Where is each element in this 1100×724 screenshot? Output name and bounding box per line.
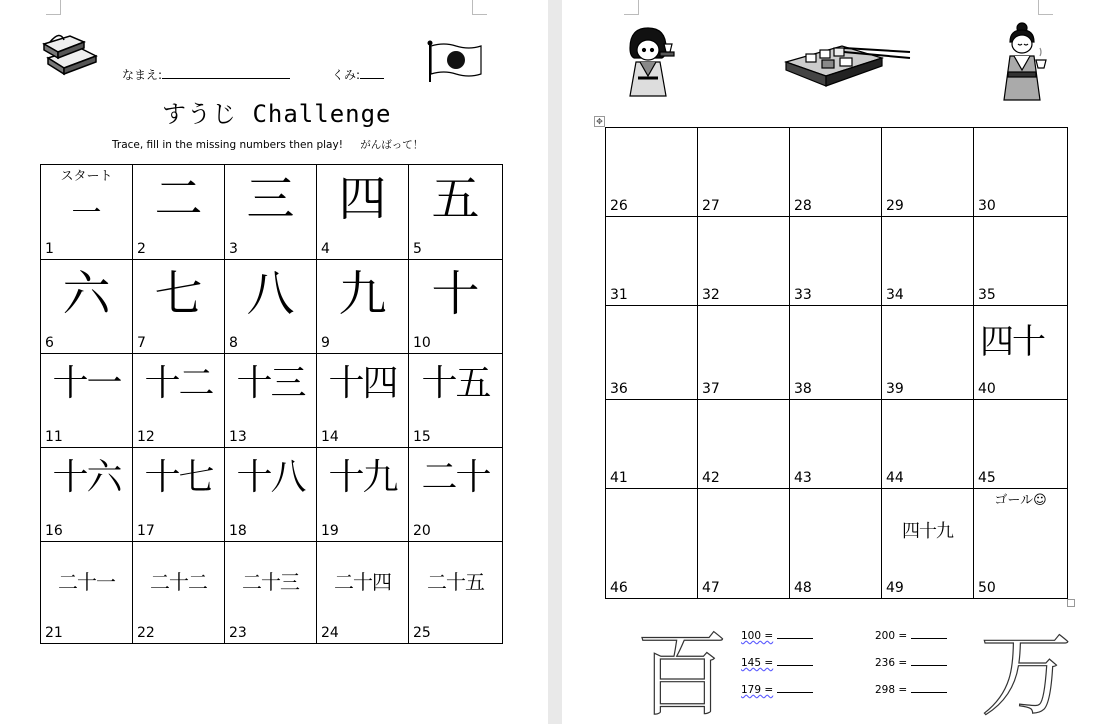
girl-kimono-tray-image [622, 26, 676, 100]
grid-cell-40[interactable] [974, 306, 1068, 400]
kanji-numeral: 二 [154, 171, 203, 227]
class-field [332, 66, 384, 83]
grid-cell-21[interactable] [41, 542, 133, 644]
grid-cell-42[interactable] [698, 400, 790, 489]
grid-cell-50[interactable] [974, 489, 1068, 599]
equation-row [875, 628, 947, 642]
cell-number: 22 [137, 625, 155, 641]
kanji-numeral: 十八 [236, 457, 305, 498]
grid-cell-45[interactable] [974, 400, 1068, 489]
japan-flag-image [424, 40, 484, 82]
cell-number: 24 [321, 625, 339, 641]
cell-number: 19 [321, 523, 339, 539]
cell-number: 16 [45, 523, 63, 539]
grid-cell-26[interactable] [606, 128, 698, 217]
kanji-hundred-outline: 百 [636, 622, 729, 724]
grid-row [41, 354, 503, 448]
grid-row [41, 448, 503, 542]
grid-cell-25[interactable] [409, 542, 503, 644]
woman-kimono-tea-image [998, 22, 1050, 102]
cell-number: 1 [45, 241, 54, 257]
grid-cell-11[interactable] [41, 354, 133, 448]
grid-cell-46[interactable] [606, 489, 698, 599]
grid-cell-33[interactable] [790, 217, 882, 306]
grid-cell-12[interactable] [133, 354, 225, 448]
grid-cell-34[interactable] [882, 217, 974, 306]
name-label: なまえ: [122, 68, 163, 82]
cell-number: 50 [978, 580, 996, 596]
cell-number: 13 [229, 429, 247, 445]
grid-cell-41[interactable] [606, 400, 698, 489]
grid-cell-47[interactable] [698, 489, 790, 599]
equation-row [741, 682, 813, 696]
cell-number: 43 [794, 470, 812, 486]
grid-cell-13[interactable] [225, 354, 317, 448]
grid-cell-17[interactable] [133, 448, 225, 542]
cell-number: 27 [702, 198, 720, 214]
grid-cell-14[interactable] [317, 354, 409, 448]
cell-number: 6 [45, 335, 54, 351]
cell-number: 38 [794, 381, 812, 397]
grid-row [41, 165, 503, 260]
grid-cell-32[interactable] [698, 217, 790, 306]
cell-number: 36 [610, 381, 628, 397]
grid-cell-35[interactable] [974, 217, 1068, 306]
cell-number: 21 [45, 625, 63, 641]
answer-blank[interactable] [777, 628, 813, 639]
cell-number: 42 [702, 470, 720, 486]
grid-row [606, 128, 1068, 217]
kanji-numeral: 十六 [52, 457, 121, 498]
grid-cell-4[interactable] [317, 165, 409, 260]
number-grid-26-50 [605, 127, 1068, 599]
cell-number: 14 [321, 429, 339, 445]
grid-cell-20[interactable] [409, 448, 503, 542]
grid-cell-9[interactable] [317, 260, 409, 354]
equation-label: 200 = [875, 630, 908, 642]
answer-blank[interactable] [911, 682, 947, 693]
document-page-left [0, 0, 548, 724]
crop-mark [472, 0, 487, 15]
grid-cell-19[interactable] [317, 448, 409, 542]
kanji-numeral: 十二 [144, 363, 213, 404]
grid-cell-49[interactable] [882, 489, 974, 599]
grid-cell-31[interactable] [606, 217, 698, 306]
goal-label: ゴール☺ [994, 493, 1047, 508]
kanji-numeral: 二十一 [58, 570, 115, 594]
cell-number: 40 [978, 381, 996, 397]
grid-cell-38[interactable] [790, 306, 882, 400]
grid-cell-29[interactable] [882, 128, 974, 217]
grid-cell-22[interactable] [133, 542, 225, 644]
kanji-numeral: 五 [431, 171, 480, 227]
equation-label: 100 = [741, 630, 774, 642]
kanji-numeral: 二十四 [334, 570, 391, 594]
kanji-numeral: 七 [154, 266, 203, 322]
grid-cell-28[interactable] [790, 128, 882, 217]
grid-row [606, 400, 1068, 489]
cell-number: 15 [413, 429, 431, 445]
cell-number: 34 [886, 287, 904, 303]
cell-number: 17 [137, 523, 155, 539]
grid-cell-10[interactable] [409, 260, 503, 354]
answer-blank[interactable] [911, 628, 947, 639]
class-blank[interactable] [360, 66, 384, 79]
geta-sandals-image [40, 30, 102, 82]
cell-number: 8 [229, 335, 238, 351]
grid-row [606, 217, 1068, 306]
kanji-numeral: 十一 [52, 363, 121, 404]
sushi-tray-image [782, 38, 912, 94]
grid-row [41, 542, 503, 644]
kanji-ten-thousand-outline: 万 [980, 622, 1073, 724]
number-grid-1-25 [40, 164, 503, 644]
cell-number: 2 [137, 241, 146, 257]
grid-cell-2[interactable] [133, 165, 225, 260]
kanji-numeral: 六 [62, 266, 111, 322]
grid-cell-3[interactable] [225, 165, 317, 260]
kanji-numeral: 三 [246, 171, 295, 227]
kanji-numeral: 四 [338, 171, 387, 227]
cell-number: 18 [229, 523, 247, 539]
cell-number: 29 [886, 198, 904, 214]
kanji-numeral: 一 [71, 196, 102, 231]
crop-mark [624, 0, 639, 15]
cell-number: 30 [978, 198, 996, 214]
answer-blank[interactable] [777, 682, 813, 693]
cell-number: 44 [886, 470, 904, 486]
cell-number: 28 [794, 198, 812, 214]
kanji-numeral: 二十 [421, 457, 490, 498]
cell-number: 39 [886, 381, 904, 397]
instruction-text [112, 137, 423, 152]
name-field [122, 66, 290, 83]
kanji-numeral: 四十九 [902, 521, 953, 542]
grid-cell-18[interactable] [225, 448, 317, 542]
crop-mark [1038, 0, 1053, 15]
kanji-numeral: 二十三 [242, 570, 299, 594]
equation-row [875, 655, 947, 669]
cell-number: 5 [413, 241, 422, 257]
cell-number: 4 [321, 241, 330, 257]
grid-cell-8[interactable] [225, 260, 317, 354]
cell-number: 33 [794, 287, 812, 303]
grid-row [41, 260, 503, 354]
cell-number: 23 [229, 625, 247, 641]
grid-cell-24[interactable] [317, 542, 409, 644]
cell-number: 48 [794, 580, 812, 596]
kanji-numeral: 八 [246, 266, 295, 322]
document-page-right [562, 0, 1100, 724]
table-move-handle[interactable]: ✥ [594, 116, 605, 127]
equation-row [875, 682, 947, 696]
equation-label: 145 = [741, 657, 774, 669]
cell-number: 41 [610, 470, 628, 486]
grid-cell-39[interactable] [882, 306, 974, 400]
grid-cell-30[interactable] [974, 128, 1068, 217]
kanji-numeral: 二十二 [150, 570, 207, 594]
grid-cell-27[interactable] [698, 128, 790, 217]
cell-number: 35 [978, 287, 996, 303]
grid-cell-37[interactable] [698, 306, 790, 400]
answer-blank[interactable] [777, 655, 813, 666]
kanji-numeral: 九 [338, 266, 387, 322]
cell-number: 20 [413, 523, 431, 539]
grid-cell-48[interactable] [790, 489, 882, 599]
kanji-numeral: 四十 [980, 322, 1044, 362]
cell-number: 11 [45, 429, 63, 445]
grid-cell-5[interactable] [409, 165, 503, 260]
grid-cell-36[interactable] [606, 306, 698, 400]
table-resize-handle[interactable] [1067, 599, 1075, 607]
grid-cell-44[interactable] [882, 400, 974, 489]
grid-cell-1[interactable] [41, 165, 133, 260]
kanji-numeral: 十三 [236, 363, 305, 404]
grid-cell-15[interactable] [409, 354, 503, 448]
instruction-japanese: がんばって！ [360, 139, 424, 151]
class-label: くみ: [332, 68, 361, 82]
kanji-numeral: 十 [431, 266, 480, 322]
cell-number: 10 [413, 335, 431, 351]
equation-label: 298 = [875, 684, 908, 696]
grid-row [606, 489, 1068, 599]
grid-cell-23[interactable] [225, 542, 317, 644]
worksheet-title: すうじ Challenge [162, 100, 392, 128]
cell-number: 32 [702, 287, 720, 303]
answer-blank[interactable] [911, 655, 947, 666]
start-label: スタート [60, 169, 113, 184]
instruction-english: Trace, fill in the missing numbers then play! [112, 139, 343, 151]
cell-number: 47 [702, 580, 720, 596]
equation-label: 236 = [875, 657, 908, 669]
grid-cell-7[interactable] [133, 260, 225, 354]
kanji-numeral: 十七 [144, 457, 213, 498]
equation-row [741, 628, 813, 642]
cell-number: 37 [702, 381, 720, 397]
grid-cell-16[interactable] [41, 448, 133, 542]
kanji-numeral: 十九 [328, 457, 397, 498]
kanji-numeral: 二十五 [427, 570, 484, 594]
cell-number: 31 [610, 287, 628, 303]
kanji-numeral: 十五 [421, 363, 490, 404]
cell-number: 25 [413, 625, 431, 641]
grid-cell-43[interactable] [790, 400, 882, 489]
cell-number: 7 [137, 335, 146, 351]
equation-row [741, 655, 813, 669]
cell-number: 3 [229, 241, 238, 257]
cell-number: 9 [321, 335, 330, 351]
grid-cell-6[interactable] [41, 260, 133, 354]
crop-mark [46, 0, 61, 15]
cell-number: 12 [137, 429, 155, 445]
kanji-numeral: 十四 [328, 363, 397, 404]
cell-number: 46 [610, 580, 628, 596]
cell-number: 49 [886, 580, 904, 596]
name-blank[interactable] [162, 66, 290, 79]
cell-number: 45 [978, 470, 996, 486]
cell-number: 26 [610, 198, 628, 214]
equation-label: 179 = [741, 684, 774, 696]
grid-row [606, 306, 1068, 400]
